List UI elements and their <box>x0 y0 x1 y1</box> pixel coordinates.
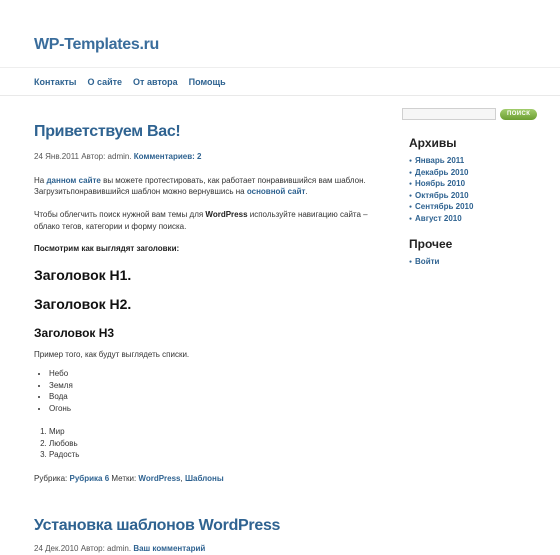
other-widget <box>402 237 552 269</box>
post-date-author: 24 Дек.2010 Автор: admin. <box>34 544 132 554</box>
archives-title: Архивы <box>409 136 457 150</box>
archive-link[interactable]: Август 2010 <box>415 213 462 223</box>
main-site-link[interactable]: основной сайт <box>246 187 306 197</box>
other-title: Прочее <box>409 237 453 251</box>
archives-widget <box>402 136 552 225</box>
text: , <box>180 473 185 483</box>
headings-intro: Посмотрим как выглядят заголовки: <box>34 244 180 254</box>
search-form <box>402 108 552 120</box>
comments-link[interactable]: Комментариев: 2 <box>133 152 202 162</box>
login-link[interactable]: Войти <box>415 257 440 266</box>
header-divider <box>0 67 560 68</box>
text: . <box>305 187 308 197</box>
archive-link[interactable]: Ноябрь 2010 <box>415 179 466 188</box>
post-paragraph-1 <box>34 175 384 198</box>
text: На <box>34 175 47 185</box>
archive-item[interactable] <box>409 214 552 226</box>
sidebar <box>402 108 552 269</box>
list-item: • Вода <box>49 391 384 403</box>
this-site-link[interactable]: данном сайте <box>46 175 101 185</box>
list-item: 2. Любовь <box>49 438 384 450</box>
post-install-templates <box>34 514 384 555</box>
list-item: • Огонь <box>49 403 384 415</box>
nav-link-author[interactable]: От автора <box>133 77 178 87</box>
post-footer <box>34 473 384 485</box>
text: используйте навигацию сайта – облако тегов, категории и форму поиска. <box>34 209 368 231</box>
nav-link-help[interactable]: Помощь <box>188 77 226 87</box>
post-title[interactable] <box>34 514 384 537</box>
other-list <box>402 257 552 269</box>
tag-link-wordpress[interactable]: WordPress <box>138 473 181 483</box>
post-title[interactable] <box>34 120 384 143</box>
search-button[interactable]: ПОИСК <box>500 109 537 120</box>
archive-link[interactable]: Октябрь 2010 <box>415 190 469 200</box>
archive-link[interactable]: Сентябрь 2010 <box>415 202 474 211</box>
archive-item[interactable] <box>409 191 552 203</box>
heading-h2: Заголовок H2. <box>34 296 132 313</box>
post-meta <box>34 151 384 163</box>
nav-link-contacts[interactable]: Контакты <box>34 77 77 87</box>
post-welcome <box>34 120 384 484</box>
text: Чтобы облегчить поиск нужной вам темы для <box>34 209 206 219</box>
archive-item[interactable] <box>409 179 552 191</box>
site-title[interactable]: WP-Templates.ru <box>34 36 160 53</box>
rubric-link[interactable]: Рубрика 6 <box>69 473 110 483</box>
archives-list <box>402 156 552 225</box>
nav-divider <box>0 95 560 96</box>
list-item: 1. Мир <box>49 426 384 438</box>
login-item[interactable] <box>409 257 552 269</box>
bullet-list <box>34 368 384 414</box>
list-item: • Земля <box>49 380 384 392</box>
lists-intro: Пример того, как будут выглядеть списки. <box>34 349 190 359</box>
post-date-author: 24 Янв.2011 Автор: admin. <box>34 152 132 162</box>
heading-h1: Заголовок H1. <box>34 266 132 283</box>
wordpress-bold: WordPress <box>205 209 248 219</box>
numbered-list <box>34 426 384 461</box>
post-title-link[interactable]: Установка шаблонов WordPress <box>34 517 281 534</box>
list-item: 3. Радость <box>49 449 384 461</box>
heading-h3: Заголовок H3 <box>34 326 115 341</box>
post-paragraph-2 <box>34 209 384 232</box>
archive-link[interactable]: Январь 2011 <box>415 156 465 165</box>
rubric-label: Рубрика: <box>34 473 70 483</box>
text: вы можете протестировать, как работает понравившийся вам шаблон. Загрузитьпонравившийся шаблон можно вернувшись на <box>34 175 366 197</box>
archive-item[interactable] <box>409 168 552 180</box>
tag-link-templates[interactable]: Шаблоны <box>184 473 224 483</box>
nav-link-about[interactable]: О сайте <box>87 77 123 87</box>
tags-label: Метки: <box>109 473 139 483</box>
post-title-link[interactable]: Приветствуем Вас! <box>34 123 181 140</box>
archive-link[interactable]: Декабрь 2010 <box>415 167 469 177</box>
search-input[interactable] <box>402 108 496 120</box>
main-nav <box>34 77 226 87</box>
comments-link[interactable]: Ваш комментарий <box>133 544 206 554</box>
list-item: • Небо <box>49 368 384 380</box>
archive-item[interactable] <box>409 202 552 214</box>
archive-item[interactable] <box>409 156 552 168</box>
